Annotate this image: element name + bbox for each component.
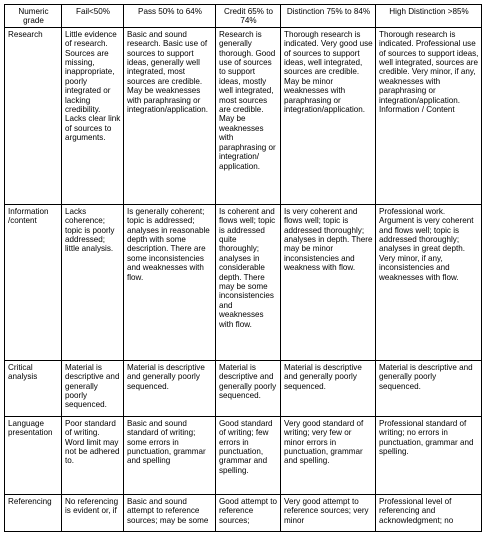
header-row bbox=[5, 5, 482, 28]
cell-language-high-distinction: Professional standard of writing; no errors in punctuation, grammar and spelling. bbox=[376, 416, 482, 494]
cell-research-fail: Little evidence of research. Sources are missing, inappropriate, poorly integrated or lacking credibility. Lacks clear link of sources to arguments. bbox=[62, 27, 124, 204]
cell-referencing-high-distinction bbox=[376, 494, 482, 531]
cell-research-distinction: Thorough research is indicated. Very good use of sources to support ideas, well integrated, sources are credible. May be minor weaknesses with paraphrasing or integration/application. bbox=[281, 27, 376, 204]
grading-rubric-table bbox=[4, 4, 482, 532]
cell-language-credit: Good standard of writing; few errors in punctuation, grammar and spelling. bbox=[216, 416, 281, 494]
criterion-referencing-text: Referencing bbox=[8, 496, 52, 506]
header-fail: Fail<50% bbox=[62, 5, 124, 28]
row-critical-analysis bbox=[5, 360, 482, 416]
row-information-content bbox=[5, 204, 482, 360]
header-pass: Pass 50% to 64% bbox=[124, 5, 216, 28]
criterion-information-content: Information /content bbox=[5, 204, 62, 360]
cell-referencing-fail-text: No referencing is evident or, if bbox=[65, 496, 119, 516]
criterion-language-presentation: Language presentation bbox=[5, 416, 62, 494]
row-language-presentation bbox=[5, 416, 482, 494]
cell-critical-distinction: Material is descriptive and generally poorly sequenced. bbox=[281, 360, 376, 416]
cell-information-high-distinction: Professional work. Argument is very coherent and flows well; topic is addressed thoroughly; analyses in great depth. Very minor, if any, inconsistencies and weaknesses with flow. bbox=[376, 204, 482, 360]
cell-critical-pass: Material is descriptive and generally poorly sequenced. bbox=[124, 360, 216, 416]
cell-critical-credit: Material is descriptive and generally poorly sequenced. bbox=[216, 360, 281, 416]
cell-language-distinction: Very good standard of writing; very few or minor errors in punctuation, grammar and spelling. bbox=[281, 416, 376, 494]
cell-referencing-credit bbox=[216, 494, 281, 531]
criterion-critical-analysis: Critical analysis bbox=[5, 360, 62, 416]
cell-information-credit: Is coherent and flows well; topic is addressed quite thoroughly; analyses in considerable depth. There may be some inconsistencies and weaknesses with flow. bbox=[216, 204, 281, 360]
cell-research-high-distinction: Thorough research is indicated. Professional use of sources to support ideas, well integrated, sources are credible. Very minor, if any, weaknesses with paraphrasing or integration/application. Information / Content bbox=[376, 27, 482, 204]
cell-referencing-high-distinction-text: Professional level of referencing and acknowledgment; no bbox=[379, 496, 454, 525]
cell-information-distinction: Is very coherent and flows well; topic is addressed thoroughly; analyses in depth. There may be minor inconsistencies and weakness with flow. bbox=[281, 204, 376, 360]
criterion-referencing bbox=[5, 494, 62, 531]
header-high-distinction: High Distinction >85% bbox=[376, 5, 482, 28]
cell-referencing-distinction-text: Very good attempt to reference sources; very minor bbox=[284, 496, 369, 525]
cell-critical-high-distinction: Material is descriptive and generally poorly sequenced. bbox=[376, 360, 482, 416]
header-numeric-grade: Numeric grade bbox=[5, 5, 62, 28]
cell-information-pass: Is generally coherent; topic is addressed; analyses in reasonable depth with some description. There are some inconsistencies and weaknesses with flow. bbox=[124, 204, 216, 360]
cell-critical-fail: Material is descriptive and generally poorly sequenced. bbox=[62, 360, 124, 416]
cell-research-credit: Research is generally thorough. Good use of sources to support ideas, mostly well integrated, most sources are credible. May be weaknesses with paraphrasing or integration/ application. bbox=[216, 27, 281, 204]
row-research bbox=[5, 27, 482, 204]
cell-research-pass: Basic and sound research. Basic use of sources to support ideas, generally well integrated, most sources are credible. May be weaknesses with paraphrasing or integration/application. bbox=[124, 27, 216, 204]
cell-information-fail: Lacks coherence; topic is poorly addressed; little analysis. bbox=[62, 204, 124, 360]
header-credit: Credit 65% to 74% bbox=[216, 5, 281, 28]
cell-referencing-pass-text: Basic and sound attempt to reference sources; may be some bbox=[127, 496, 209, 525]
cell-referencing-pass bbox=[124, 494, 216, 531]
cell-referencing-distinction bbox=[281, 494, 376, 531]
cell-referencing-credit-text: Good attempt to reference sources; bbox=[219, 496, 278, 525]
cell-language-pass: Basic and sound standard of writing; some errors in punctuation, grammar and spelling bbox=[124, 416, 216, 494]
header-distinction: Distinction 75% to 84% bbox=[281, 5, 376, 28]
criterion-research: Research bbox=[5, 27, 62, 204]
row-referencing bbox=[5, 494, 482, 531]
cell-language-fail: Poor standard of writing. Word limit may not be adhered to. bbox=[62, 416, 124, 494]
cell-referencing-fail bbox=[62, 494, 124, 531]
